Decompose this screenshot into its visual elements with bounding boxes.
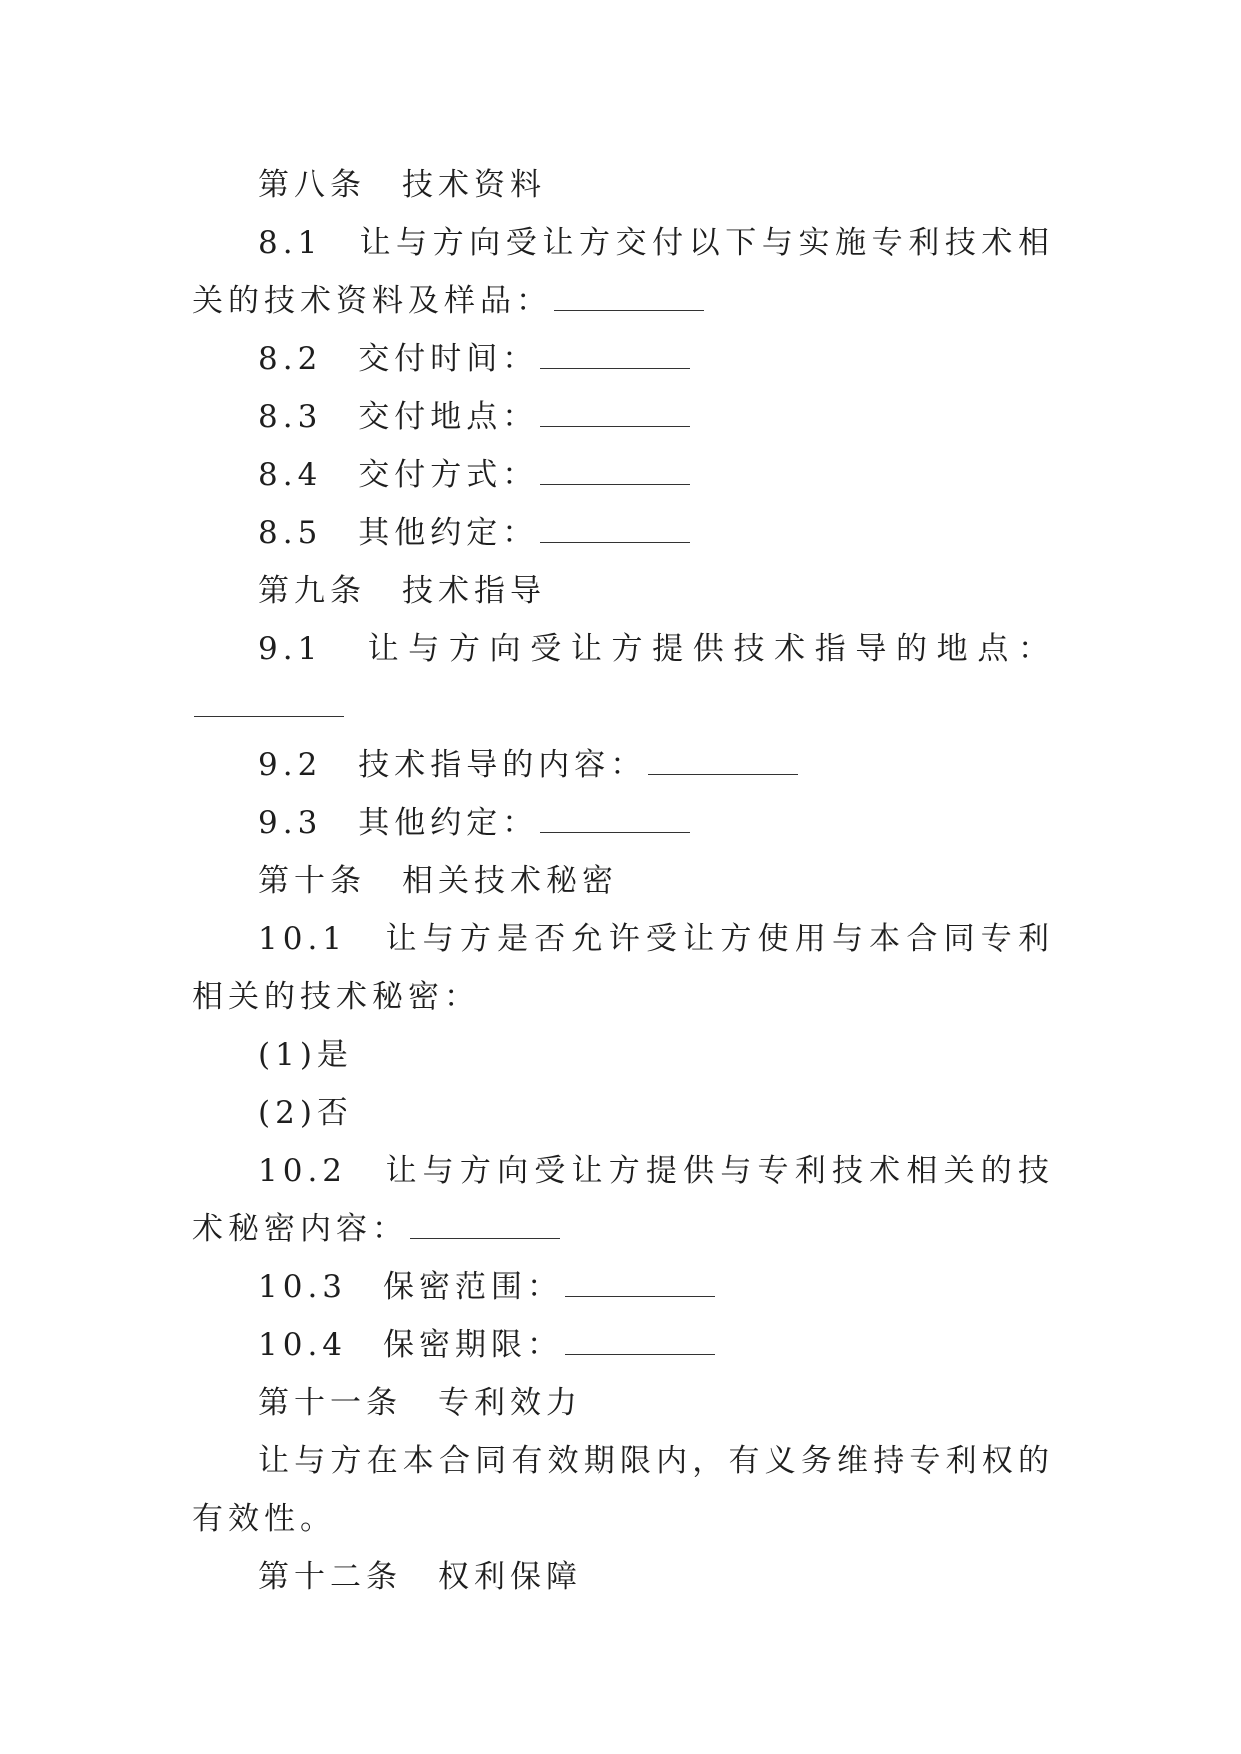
contract-paragraph <box>192 1142 1054 1258</box>
paragraph-text: 9.1 让与方向受让方提供技术指导的地点： <box>258 631 1054 667</box>
fill-in-blank <box>410 1216 560 1239</box>
paragraph-text: (2)否 <box>258 1095 353 1131</box>
paragraph-text: 9.3 其他约定： <box>258 805 539 841</box>
contract-paragraph <box>192 736 1054 794</box>
paragraph-text: 8.5 其他约定： <box>258 515 539 551</box>
paragraph-text: 第九条 技术指导 <box>258 573 546 609</box>
contract-paragraph <box>192 388 1054 446</box>
contract-paragraph <box>192 504 1054 562</box>
paragraph-text: 8.2 交付时间： <box>258 341 539 377</box>
paragraph-text: 第八条 技术资料 <box>258 167 546 203</box>
contract-paragraph <box>192 852 1054 910</box>
paragraph-text: 10.1 让与方是否允许受让方使用与本合同专利相关的技术秘密： <box>192 921 1054 1015</box>
fill-in-blank <box>565 1332 715 1355</box>
contract-paragraph <box>192 562 1054 620</box>
contract-paragraph <box>192 794 1054 852</box>
fill-in-blank <box>540 520 690 543</box>
contract-paragraph <box>192 1026 1054 1084</box>
contract-paragraph <box>192 1316 1054 1374</box>
paragraph-text: 8.4 交付方式： <box>258 457 539 493</box>
paragraph-text: (1)是 <box>258 1037 353 1073</box>
paragraph-text: 让与方在本合同有效期限内，有义务维持专利权的有效性。 <box>192 1443 1054 1537</box>
fill-in-blank <box>565 1274 715 1297</box>
paragraph-text: 8.3 交付地点： <box>258 399 539 435</box>
fill-in-blank <box>648 752 798 775</box>
contract-body <box>192 156 1054 1606</box>
contract-paragraph <box>192 1084 1054 1142</box>
paragraph-text: 8.1 让与方向受让方交付以下与实施专利技术相关的技术资料及样品： <box>192 225 1054 319</box>
contract-paragraph <box>192 214 1054 330</box>
fill-in-blank <box>554 288 704 311</box>
paragraph-text: 10.3 保密范围： <box>258 1269 564 1305</box>
paragraph-text: 10.2 让与方向受让方提供与专利技术相关的技术秘密内容： <box>192 1153 1054 1247</box>
contract-paragraph <box>192 1432 1054 1548</box>
paragraph-text: 第十一条 专利效力 <box>258 1385 582 1421</box>
contract-paragraph <box>192 1548 1054 1606</box>
contract-paragraph <box>192 910 1054 1026</box>
contract-paragraph <box>192 156 1054 214</box>
fill-in-blank <box>194 694 344 717</box>
contract-paragraph <box>192 1258 1054 1316</box>
paragraph-text: 第十条 相关技术秘密 <box>258 863 618 899</box>
fill-in-blank <box>540 810 690 833</box>
paragraph-text: 第十二条 权利保障 <box>258 1559 582 1595</box>
contract-paragraph <box>192 620 1054 736</box>
fill-in-blank <box>540 346 690 369</box>
contract-paragraph <box>192 1374 1054 1432</box>
fill-in-blank <box>540 404 690 427</box>
contract-paragraph <box>192 330 1054 388</box>
fill-in-blank <box>540 462 690 485</box>
contract-paragraph <box>192 446 1054 504</box>
paragraph-text: 9.2 技术指导的内容： <box>258 747 647 783</box>
paragraph-text: 10.4 保密期限： <box>258 1327 564 1363</box>
